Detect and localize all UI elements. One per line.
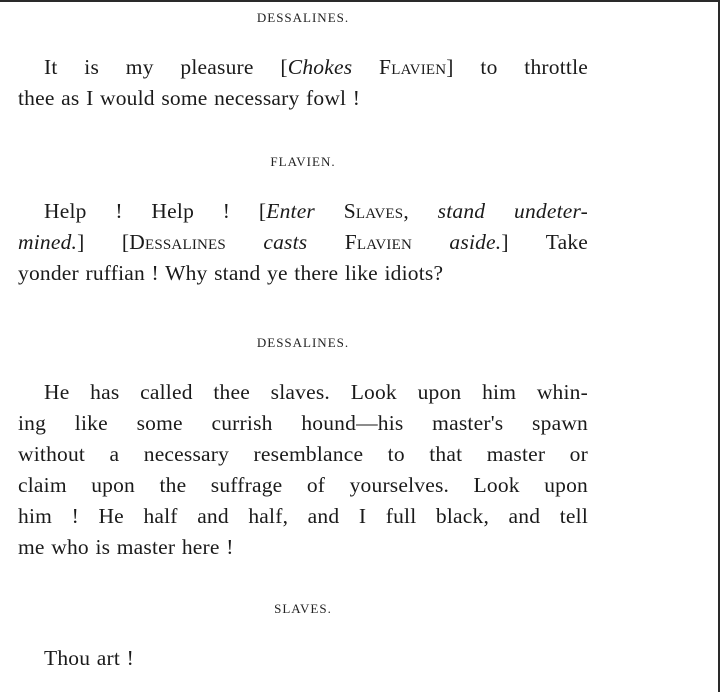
text-line (18, 501, 588, 532)
stage-direction-italic: aside. (449, 230, 502, 254)
text-run: ] to throttle (446, 55, 588, 79)
text-run: him ! He half and half, and I full black, and tell (18, 504, 588, 528)
text-run: without a necessary resemblance to that master or (18, 442, 588, 466)
stage-direction-italic: mined. (18, 230, 78, 254)
page-top-rule (0, 0, 720, 2)
text-run: claim upon the suffrage of yourselves. Look upon (18, 473, 588, 497)
text-run (315, 199, 344, 223)
speech-paragraph (18, 643, 588, 674)
text-run: ing like some currish hound—his master's spawn (18, 411, 588, 435)
speaker-heading: DESSALINES. (256, 335, 350, 350)
stage-direction-italic: Chokes (287, 55, 353, 79)
text-run: , (403, 199, 438, 223)
text-line (18, 83, 588, 114)
speaker-heading: DESSALINES. (256, 10, 350, 25)
text-run (226, 230, 263, 254)
speech-paragraph (18, 196, 588, 289)
text-run: He has called thee slaves. Look upon him whin- (44, 380, 588, 404)
text-run: Thou art ! (44, 646, 134, 670)
text-line (18, 227, 588, 258)
speaker-heading: FLAVIEN. (270, 154, 336, 169)
text-run (412, 230, 449, 254)
speech-paragraph (18, 377, 588, 563)
text-line (18, 532, 588, 563)
character-name-smallcaps: Slaves (343, 199, 404, 223)
text-line (18, 377, 588, 408)
stage-direction-italic: Enter (266, 199, 316, 223)
text-run (307, 230, 344, 254)
character-name-smallcaps: Dessalines (129, 230, 226, 254)
text-run: ] Take (501, 230, 589, 254)
stage-direction-italic: stand undeter- (437, 199, 588, 223)
text-run: thee as I would some necessary fowl ! (18, 86, 361, 110)
text-line (18, 258, 588, 289)
text-line (18, 408, 588, 439)
character-name-smallcaps: Flavien (344, 230, 413, 254)
text-run (352, 55, 379, 79)
speech-paragraph (18, 52, 588, 114)
text-line (18, 196, 588, 227)
text-run: ] [ (77, 230, 130, 254)
text-run: Help ! Help ! [ (44, 199, 267, 223)
text-line (18, 470, 588, 501)
text-run: yonder ruffian ! Why stand ye there like idiots? (18, 261, 444, 285)
speaker-heading: SLAVES. (274, 601, 332, 616)
character-name-smallcaps: Flavien (379, 55, 447, 79)
text-run: me who is master here ! (18, 535, 234, 559)
text-line (18, 643, 588, 674)
text-line (18, 439, 588, 470)
text-line (18, 52, 588, 83)
text-run: It is my pleasure [ (44, 55, 288, 79)
stage-direction-italic: casts (263, 230, 308, 254)
